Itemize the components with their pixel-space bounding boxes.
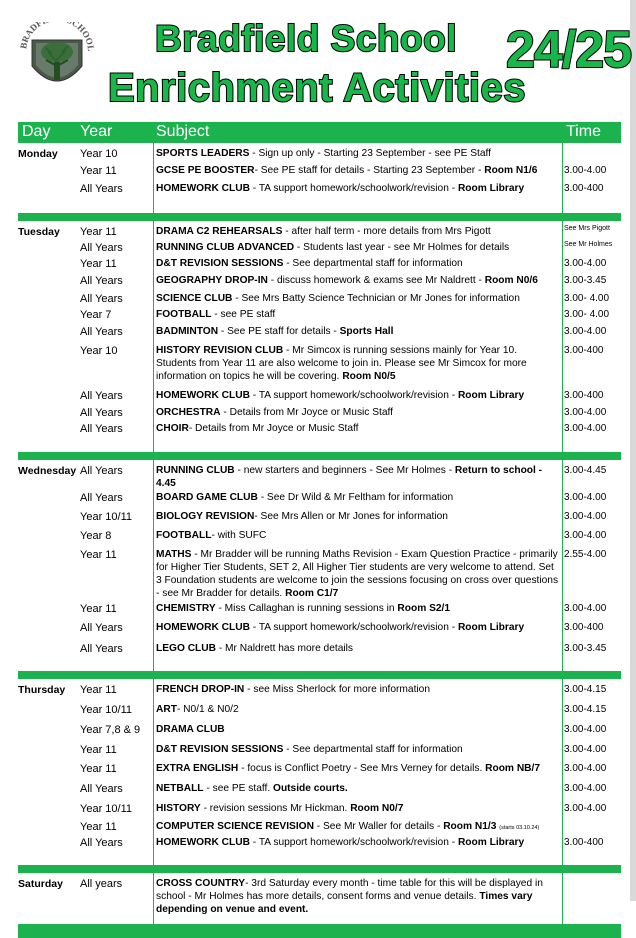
table-row	[18, 291, 621, 307]
activity-details: - Mr Bradder will be running Maths Revision - Exam Question Practice - primarily for Higher Tier Students, SET 2, All Higher Tier students are very welcome to attend. Set 3 Foundation students are welcome to join the sessions focusing on cross over questions - see Mr Bradder for details.	[156, 549, 559, 599]
day-section-thursday	[18, 679, 621, 865]
activity-title: D&T REVISION SESSIONS	[156, 258, 284, 269]
activity-location: Times vary depending on venue and event.	[156, 891, 533, 915]
day-section-tuesday	[18, 221, 621, 452]
activity-details: - N0/1 & N0/2	[176, 704, 239, 715]
table-row	[18, 240, 621, 256]
subject-cell	[156, 703, 560, 716]
time-cell: 3.00-400	[564, 390, 604, 401]
school-name-title: Bradfield School	[155, 18, 457, 59]
activity-details: - See Mrs Allen or Mr Jones for information	[254, 511, 448, 522]
activity-title: HISTORY REVISION CLUB	[156, 345, 284, 356]
subject-cell	[156, 723, 560, 736]
activity-details: - with SUFC	[211, 530, 267, 541]
table-row	[18, 224, 621, 240]
year-cell: Year 10	[80, 148, 118, 160]
table-row	[18, 490, 621, 509]
activity-location: Room Library	[457, 183, 525, 194]
year-cell: Year 7	[80, 309, 112, 321]
table-row	[18, 835, 621, 853]
subject-cell	[156, 422, 560, 435]
activity-details: - See departmental staff for information	[283, 744, 463, 755]
year-cell: All Years	[80, 242, 123, 254]
activity-title: DRAMA C2 REHEARSALS	[156, 226, 283, 237]
subject-cell	[156, 389, 560, 402]
year-cell: Year 11	[80, 684, 117, 696]
academic-year-badge: 24/25	[506, 21, 632, 79]
table-row	[18, 601, 621, 620]
day-label: Tuesday	[18, 226, 60, 238]
year-cell: All Years	[80, 183, 123, 195]
subject-cell	[156, 325, 560, 338]
table-row	[18, 641, 621, 659]
table-row	[18, 343, 621, 388]
year-cell: All Years	[80, 407, 123, 419]
activity-title: RUNNING CLUB ADVANCED	[156, 242, 295, 253]
activity-details: - Mr Simcox is running sessions mainly for Year 10. Students from Year 11 are also welcome to join in. Please see Mr Simcox for more information on topics he will be covering.	[156, 345, 527, 382]
activity-title: ORCHESTRA	[156, 407, 221, 418]
year-cell: Year 8	[80, 530, 112, 542]
table-row	[18, 528, 621, 547]
year-cell: Year 11	[80, 821, 117, 833]
table-row	[18, 324, 621, 343]
year-cell: Year 11	[80, 165, 117, 177]
year-cell: Year 11	[80, 549, 117, 561]
activity-details: - Details from Mr Joyce or Music Staff	[220, 407, 394, 418]
subject-cell	[156, 743, 560, 756]
time-cell: 3.00-4.00	[564, 258, 607, 269]
activity-title: CHEMISTRY	[156, 603, 216, 614]
time-cell: 3.00-4.00	[564, 165, 607, 176]
year-cell: All Years	[80, 423, 123, 435]
year-cell: Year 10/11	[80, 803, 132, 815]
time-cell: 3.00-400	[564, 345, 604, 356]
time-cell: 3.00-4.00	[564, 783, 607, 794]
year-cell: All Years	[80, 783, 123, 795]
section-divider	[18, 452, 621, 460]
activity-details: - TA support homework/schoolwork/revision -	[249, 837, 458, 848]
subject-cell	[156, 147, 560, 160]
subject-cell	[156, 877, 560, 916]
activity-details: - focus is Conflict Poetry - See Mrs Verney for details.	[238, 763, 486, 774]
table-row	[18, 405, 621, 421]
activity-details: - Mr Naldrett has more details	[216, 643, 354, 654]
activity-title: SCIENCE CLUB	[156, 293, 233, 304]
table-row	[18, 819, 621, 835]
activity-title: NETBALL	[156, 783, 204, 794]
activity-title: HISTORY	[156, 803, 201, 814]
subject-cell	[156, 292, 560, 305]
year-cell: All Years	[80, 326, 123, 338]
table-row	[18, 761, 621, 781]
day-label: Thursday	[18, 684, 66, 696]
activity-details: - Students last year - see Mr Holmes for details	[294, 242, 510, 253]
section-divider	[18, 213, 621, 221]
day-label: Monday	[18, 148, 58, 160]
table-row	[18, 307, 621, 324]
time-cell: 3.00-4.00	[564, 511, 607, 522]
subject-cell	[156, 406, 560, 419]
activity-title: CHOIR	[156, 423, 189, 434]
subject-cell	[156, 274, 560, 287]
table-row	[18, 722, 621, 742]
subject-cell	[156, 241, 560, 254]
time-cell: 3.00-4.15	[564, 684, 607, 695]
activity-details: - revision sessions Mr Hickman.	[200, 803, 351, 814]
activity-title: D&T REVISION SESSIONS	[156, 744, 284, 755]
year-cell: All Years	[80, 465, 123, 477]
subject-cell	[156, 344, 560, 383]
section-divider	[18, 671, 621, 679]
table-header	[18, 122, 621, 143]
activity-title: FOOTBALL	[156, 530, 212, 541]
activity-location: Sports Hall	[339, 326, 394, 337]
year-cell: Year 10	[80, 345, 118, 357]
table-row	[18, 620, 621, 641]
table-row	[18, 163, 621, 181]
activity-title: GCSE PE BOOSTER	[156, 165, 255, 176]
activity-title: MATHS	[156, 549, 192, 560]
subject-cell	[156, 642, 560, 655]
year-cell: All Years	[80, 275, 123, 287]
time-cell: 3.00-4.45	[564, 465, 607, 476]
subject-cell	[156, 602, 560, 615]
activity-title: HOMEWORK CLUB	[156, 390, 250, 401]
activity-title: ART	[156, 704, 177, 715]
activity-details: - See PE staff for details -	[218, 326, 340, 337]
time-cell: 3.00-400	[564, 183, 604, 194]
subject-cell	[156, 225, 560, 238]
activity-title: EXTRA ENGLISH	[156, 763, 239, 774]
activity-location: Room N0/6	[484, 275, 538, 286]
table-row	[18, 509, 621, 528]
activity-details: - see PE staff.	[203, 783, 274, 794]
activity-title: SPORTS LEADERS	[156, 148, 250, 159]
activity-location: Room N0/7	[350, 803, 404, 814]
time-cell: 3.00-4.00	[564, 744, 607, 755]
activity-location: Room Library	[457, 390, 525, 401]
subject-cell	[156, 510, 560, 523]
year-cell: Year 11	[80, 744, 117, 756]
subject-cell	[156, 164, 560, 177]
time-cell: 3.00-4.00	[564, 724, 607, 735]
time-cell: 3.00-4.00	[564, 492, 607, 503]
year-cell: All Years	[80, 390, 123, 402]
year-cell: All Years	[80, 622, 123, 634]
subject-cell	[156, 491, 560, 504]
subject-cell	[156, 182, 560, 195]
header-subject: Subject	[156, 123, 210, 140]
subject-cell	[156, 782, 560, 795]
year-cell: All years	[80, 878, 123, 890]
activity-note: (starts 03.10.24)	[499, 825, 540, 831]
activity-details: - See PE staff for details - Starting 23 September -	[254, 165, 485, 176]
activity-title: CROSS COUNTRY	[156, 878, 246, 889]
year-cell: Year 11	[80, 226, 117, 238]
year-cell: Year 10/11	[80, 704, 132, 716]
enrichment-title: Enrichment Activities	[108, 66, 527, 110]
activity-location: Room Library	[457, 837, 525, 848]
time-cell: See Mrs Pigott	[564, 225, 610, 232]
table-row	[18, 421, 621, 438]
subject-cell	[156, 762, 560, 775]
header-day: Day	[22, 123, 51, 140]
activity-title: HOMEWORK CLUB	[156, 837, 250, 848]
day-label: Saturday	[18, 878, 63, 890]
time-cell: 3.00-400	[564, 622, 604, 633]
table-row	[18, 273, 621, 291]
subject-cell	[156, 464, 560, 490]
activity-title: HOMEWORK CLUB	[156, 622, 250, 633]
activity-location: Room N1/6	[484, 165, 538, 176]
subject-cell	[156, 621, 560, 634]
activity-details: - new starters and beginners - See Mr Holmes -	[234, 465, 455, 476]
activity-details: - See Mr Waller for details -	[313, 821, 444, 832]
subject-cell	[156, 308, 560, 321]
activity-location: Room NB/7	[485, 763, 541, 774]
activity-details: - See Mrs Batty Science Technician or Mr Jones for information	[232, 293, 520, 304]
header-time: Time	[566, 123, 601, 140]
activity-title: BADMINTON	[156, 326, 219, 337]
time-cell: 3.00-3.45	[564, 275, 607, 286]
time-cell: See Mr Holmes	[564, 241, 613, 248]
page-edge-shadow	[630, 0, 636, 901]
timetable	[18, 122, 621, 938]
activity-location: Outside courts.	[273, 783, 348, 794]
activity-title: BOARD GAME CLUB	[156, 492, 258, 503]
activity-title: BIOLOGY REVISION	[156, 511, 255, 522]
year-cell: All Years	[80, 492, 123, 504]
activity-details: - TA support homework/schoolwork/revision -	[249, 390, 458, 401]
activity-details: - See departmental staff for information	[283, 258, 463, 269]
table-row	[18, 388, 621, 405]
activity-details: - Details from Mr Joyce or Music Staff	[188, 423, 359, 434]
activity-details: - discuss homework & exams see Mr Naldrett -	[267, 275, 485, 286]
time-cell: 3.00-4.00	[564, 407, 607, 418]
activity-title: LEGO CLUB	[156, 643, 216, 654]
activity-details: - 3rd Saturday every month - time table for this will be displayed in school - Mr Holmes has more details, consent forms and venue details.	[156, 878, 543, 902]
table-row	[18, 146, 621, 163]
table-row	[18, 463, 621, 490]
activity-title: FOOTBALL	[156, 309, 212, 320]
day-label: Wednesday	[18, 465, 77, 477]
activity-location: Room N0/5	[342, 371, 396, 382]
year-cell: All Years	[80, 643, 123, 655]
day-section-wednesday	[18, 460, 621, 671]
school-logo	[18, 22, 96, 94]
subject-cell	[156, 820, 560, 835]
activity-details: - TA support homework/schoolwork/revision -	[249, 622, 458, 633]
activity-title: RUNNING CLUB	[156, 465, 235, 476]
table-row	[18, 801, 621, 819]
table-row	[18, 742, 621, 761]
time-cell: 3.00- 4.00	[564, 293, 610, 304]
header-year: Year	[80, 123, 113, 140]
activity-title: COMPUTER SCIENCE REVISION	[156, 821, 314, 832]
section-divider	[18, 865, 621, 873]
activity-details: - Sign up only - Starting 23 September - see PE Staff	[249, 148, 492, 159]
time-cell: 3.00-400	[564, 837, 604, 848]
year-cell: Year 7,8 & 9	[80, 724, 141, 736]
activity-title: FRENCH DROP-IN	[156, 684, 245, 695]
activity-location: Room S2/1	[397, 603, 451, 614]
section-divider	[18, 924, 621, 938]
time-cell: 2.55-4.00	[564, 549, 607, 560]
table-row	[18, 547, 621, 601]
table-row	[18, 181, 621, 199]
subject-cell	[156, 548, 560, 600]
year-cell: Year 11	[80, 258, 117, 270]
table-row	[18, 781, 621, 801]
activity-details: - TA support homework/schoolwork/revision -	[249, 183, 458, 194]
year-cell: Year 11	[80, 763, 117, 775]
subject-cell	[156, 802, 560, 815]
time-cell: 3.00-4.00	[564, 423, 607, 434]
logo-text: BRADF CHOOL	[18, 22, 96, 52]
table-row	[18, 876, 621, 915]
time-cell: 3.00-4.00	[564, 763, 607, 774]
activity-location: Room N1/3	[443, 821, 497, 832]
day-section-monday	[18, 143, 621, 213]
activity-location: Room C1/7	[285, 588, 339, 599]
time-cell: 3.00-4.00	[564, 530, 607, 541]
subject-cell	[156, 836, 560, 849]
activity-details: - after half term - more details from Mrs Pigott	[282, 226, 491, 237]
activity-title: HOMEWORK CLUB	[156, 183, 250, 194]
time-cell: 3.00-4.15	[564, 704, 607, 715]
table-row	[18, 256, 621, 273]
activity-location: Room Library	[457, 622, 525, 633]
time-cell: 3.00- 4.00	[564, 309, 610, 320]
year-cell: Year 10/11	[80, 511, 132, 523]
activity-location: Return to school - 4.45	[156, 465, 543, 489]
time-cell: 3.00-4.00	[564, 326, 607, 337]
table-row	[18, 702, 621, 722]
year-cell: Year 11	[80, 603, 117, 615]
activity-details: - Miss Callaghan is running sessions in	[215, 603, 398, 614]
subject-cell	[156, 683, 560, 696]
time-cell: 3.00-3.45	[564, 643, 607, 654]
day-section-saturday	[18, 873, 621, 924]
activity-title: GEOGRAPHY DROP-IN	[156, 275, 268, 286]
subject-cell	[156, 529, 560, 542]
activity-details: - see Miss Sherlock for more information	[244, 684, 430, 695]
year-cell: All Years	[80, 293, 123, 305]
time-cell: 3.00-4.00	[564, 603, 607, 614]
activity-title: DRAMA CLUB	[156, 724, 225, 735]
year-cell: All Years	[80, 837, 123, 849]
table-row	[18, 682, 621, 702]
time-cell: 3.00-4.00	[564, 803, 607, 814]
activity-details: - See Dr Wild & Mr Feltham for information	[257, 492, 454, 503]
subject-cell	[156, 257, 560, 270]
activity-details: - see PE staff	[211, 309, 276, 320]
